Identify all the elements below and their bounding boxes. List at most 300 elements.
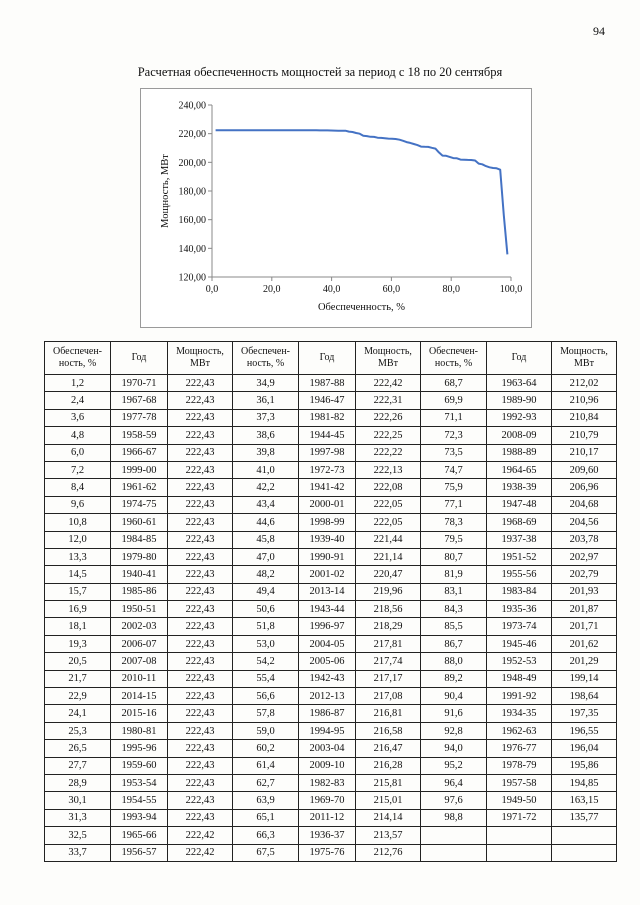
table-row — [45, 375, 617, 392]
table-cell: 1989-90 — [487, 392, 552, 409]
table-cell: 201,62 — [552, 635, 617, 652]
table-cell: 215,01 — [356, 792, 421, 809]
table-cell: 210,79 — [552, 427, 617, 444]
table-cell: 1994-95 — [299, 722, 356, 739]
table-cell: 222,43 — [168, 653, 233, 670]
table-cell: 51,8 — [233, 618, 299, 635]
table-row — [45, 496, 617, 513]
table-cell: 50,6 — [233, 601, 299, 618]
table-cell: 221,14 — [356, 548, 421, 565]
table-cell: 209,60 — [552, 461, 617, 478]
table-cell: 1998-99 — [299, 514, 356, 531]
table-cell: 65,1 — [233, 809, 299, 826]
table-cell: 54,2 — [233, 653, 299, 670]
table-cell: 43,4 — [233, 496, 299, 513]
table-cell: 210,96 — [552, 392, 617, 409]
table-cell: 1980-81 — [111, 722, 168, 739]
table-header-cell: Мощность, МВт — [356, 342, 421, 375]
table-cell: 1960-61 — [111, 514, 168, 531]
table-cell: 1968-69 — [487, 514, 552, 531]
table-header-cell: Обеспечен-ность, % — [233, 342, 299, 375]
table-cell: 1977-78 — [111, 409, 168, 426]
table-row — [45, 757, 617, 774]
table-cell: 2005-06 — [299, 653, 356, 670]
table-cell: 222,22 — [356, 444, 421, 461]
table-cell: 13,3 — [45, 548, 111, 565]
table-cell: 222,43 — [168, 531, 233, 548]
table-cell: 1961-62 — [111, 479, 168, 496]
table-cell: 1,2 — [45, 375, 111, 392]
table-cell: 61,4 — [233, 757, 299, 774]
table-cell: 214,14 — [356, 809, 421, 826]
table-cell: 31,3 — [45, 809, 111, 826]
table-header-cell: Обеспечен-ность, % — [45, 342, 111, 375]
table-cell: 1985-86 — [111, 583, 168, 600]
table-cell: 20,5 — [45, 653, 111, 670]
table-cell: 217,17 — [356, 670, 421, 687]
table-cell: 201,87 — [552, 601, 617, 618]
table-cell: 6,0 — [45, 444, 111, 461]
table-cell: 88,0 — [421, 653, 487, 670]
table-cell: 1934-35 — [487, 705, 552, 722]
table-cell: 94,0 — [421, 740, 487, 757]
table-cell: 2000-01 — [299, 496, 356, 513]
table-cell: 199,14 — [552, 670, 617, 687]
table-cell: 222,43 — [168, 688, 233, 705]
table-cell: 2009-10 — [299, 757, 356, 774]
table-cell: 1941-42 — [299, 479, 356, 496]
table-cell: 1955-56 — [487, 566, 552, 583]
table-cell: 1958-59 — [111, 427, 168, 444]
table-row — [45, 635, 617, 652]
table-cell: 201,93 — [552, 583, 617, 600]
table-cell: 1944-45 — [299, 427, 356, 444]
table-cell: 222,43 — [168, 479, 233, 496]
table-cell: 14,5 — [45, 566, 111, 583]
table-row — [45, 427, 617, 444]
table-cell: 216,81 — [356, 705, 421, 722]
table-cell: 1988-89 — [487, 444, 552, 461]
table-cell: 7,2 — [45, 461, 111, 478]
table-header-cell: Мощность, МВт — [168, 342, 233, 375]
table-row — [45, 670, 617, 687]
table-cell: 222,43 — [168, 548, 233, 565]
table-cell: 222,43 — [168, 809, 233, 826]
table-cell: 1943-44 — [299, 601, 356, 618]
table-cell: 222,42 — [356, 375, 421, 392]
series-line — [216, 130, 508, 254]
x-tick-label: 100,0 — [499, 284, 523, 295]
table-cell: 1940-41 — [111, 566, 168, 583]
table-cell: 1951-52 — [487, 548, 552, 565]
table-cell: 202,97 — [552, 548, 617, 565]
table-cell: 222,42 — [168, 844, 233, 861]
table-cell: 222,43 — [168, 792, 233, 809]
table-cell: 1970-71 — [111, 375, 168, 392]
table-cell — [487, 844, 552, 861]
table-cell: 222,43 — [168, 566, 233, 583]
table-cell — [552, 827, 617, 844]
table-cell: 41,0 — [233, 461, 299, 478]
x-axis-label: Обеспеченность, % — [317, 302, 406, 313]
table-cell: 218,29 — [356, 618, 421, 635]
table-header-cell: Год — [299, 342, 356, 375]
table-cell: 73,5 — [421, 444, 487, 461]
table-cell: 59,0 — [233, 722, 299, 739]
table-cell: 60,2 — [233, 740, 299, 757]
table-cell: 92,8 — [421, 722, 487, 739]
table-cell: 222,26 — [356, 409, 421, 426]
table-cell: 1999-00 — [111, 461, 168, 478]
y-tick-label: 180,00 — [178, 186, 206, 198]
table-cell: 85,5 — [421, 618, 487, 635]
table-row — [45, 844, 617, 861]
table-cell: 196,04 — [552, 740, 617, 757]
table-row — [45, 618, 617, 635]
table-cell: 213,57 — [356, 827, 421, 844]
table-cell: 3,6 — [45, 409, 111, 426]
table-cell: 80,7 — [421, 548, 487, 565]
table-cell: 222,25 — [356, 427, 421, 444]
x-tick-label: 80,0 — [442, 284, 460, 295]
table-cell: 1959-60 — [111, 757, 168, 774]
table-header-row — [45, 342, 617, 375]
table-row — [45, 583, 617, 600]
table-cell: 1971-72 — [487, 809, 552, 826]
table-cell: 1995-96 — [111, 740, 168, 757]
table-cell: 1975-76 — [299, 844, 356, 861]
table-cell: 2014-15 — [111, 688, 168, 705]
table-cell: 75,9 — [421, 479, 487, 496]
chart-svg — [141, 89, 533, 329]
table-cell: 222,13 — [356, 461, 421, 478]
table-cell: 1990-91 — [299, 548, 356, 565]
table-row — [45, 409, 617, 426]
table-cell: 2013-14 — [299, 583, 356, 600]
table-cell: 222,43 — [168, 583, 233, 600]
table-cell: 212,76 — [356, 844, 421, 861]
table-cell: 222,42 — [168, 827, 233, 844]
table-cell: 55,4 — [233, 670, 299, 687]
table-cell: 1964-65 — [487, 461, 552, 478]
table-cell: 1965-66 — [111, 827, 168, 844]
table-cell: 202,79 — [552, 566, 617, 583]
table-cell: 1946-47 — [299, 392, 356, 409]
table-cell: 197,35 — [552, 705, 617, 722]
table-cell: 1949-50 — [487, 792, 552, 809]
y-tick-label: 220,00 — [178, 129, 206, 141]
table-cell: 219,96 — [356, 583, 421, 600]
table-cell: 198,64 — [552, 688, 617, 705]
table-cell: 19,3 — [45, 635, 111, 652]
table-cell: 1966-67 — [111, 444, 168, 461]
table-cell: 222,43 — [168, 635, 233, 652]
table-cell: 72,3 — [421, 427, 487, 444]
table-cell: 1992-93 — [487, 409, 552, 426]
table-row — [45, 531, 617, 548]
table-cell: 37,3 — [233, 409, 299, 426]
table-cell: 163,15 — [552, 792, 617, 809]
table-cell: 74,7 — [421, 461, 487, 478]
table-cell: 196,55 — [552, 722, 617, 739]
table-cell: 48,2 — [233, 566, 299, 583]
table-cell: 47,0 — [233, 548, 299, 565]
table-cell: 222,43 — [168, 618, 233, 635]
table-cell: 1953-54 — [111, 774, 168, 791]
table-cell: 25,3 — [45, 722, 111, 739]
table-cell: 26,5 — [45, 740, 111, 757]
table-cell: 1948-49 — [487, 670, 552, 687]
x-tick-label: 60,0 — [382, 284, 401, 295]
x-tick-label: 40,0 — [322, 284, 341, 295]
table-cell: 206,96 — [552, 479, 617, 496]
table-cell: 204,56 — [552, 514, 617, 531]
table-cell: 2011-12 — [299, 809, 356, 826]
table-cell: 210,84 — [552, 409, 617, 426]
table-cell: 1939-40 — [299, 531, 356, 548]
table-cell: 1956-57 — [111, 844, 168, 861]
table-body — [45, 375, 617, 862]
table-cell: 96,4 — [421, 774, 487, 791]
data-table — [44, 341, 617, 862]
table-cell: 222,08 — [356, 479, 421, 496]
table-cell: 86,7 — [421, 635, 487, 652]
table-cell: 222,43 — [168, 496, 233, 513]
table-cell: 38,6 — [233, 427, 299, 444]
table-cell: 222,43 — [168, 514, 233, 531]
table-cell: 135,77 — [552, 809, 617, 826]
table-cell: 91,6 — [421, 705, 487, 722]
table-cell: 1947-48 — [487, 496, 552, 513]
table-cell: 1962-63 — [487, 722, 552, 739]
table-cell: 203,78 — [552, 531, 617, 548]
table-cell: 222,43 — [168, 740, 233, 757]
table-row — [45, 722, 617, 739]
table-cell: 27,7 — [45, 757, 111, 774]
table-cell: 1982-83 — [299, 774, 356, 791]
table-cell: 201,71 — [552, 618, 617, 635]
chart-title: Расчетная обеспеченность мощностей за период с 18 по 20 сентября — [137, 65, 503, 79]
table-cell: 1969-70 — [299, 792, 356, 809]
table-cell: 2004-05 — [299, 635, 356, 652]
table-cell: 215,81 — [356, 774, 421, 791]
table-cell: 1991-92 — [487, 688, 552, 705]
table-cell: 8,4 — [45, 479, 111, 496]
table-row — [45, 705, 617, 722]
table-row — [45, 740, 617, 757]
table-cell: 21,7 — [45, 670, 111, 687]
table-row — [45, 461, 617, 478]
table-cell — [487, 827, 552, 844]
table-cell: 217,08 — [356, 688, 421, 705]
table-cell: 1981-82 — [299, 409, 356, 426]
table-cell: 222,43 — [168, 392, 233, 409]
table-cell: 1997-98 — [299, 444, 356, 461]
y-tick-label: 140,00 — [178, 243, 206, 255]
table-cell: 1938-39 — [487, 479, 552, 496]
table-cell: 57,8 — [233, 705, 299, 722]
table-cell: 1957-58 — [487, 774, 552, 791]
table-cell: 210,17 — [552, 444, 617, 461]
table-cell: 222,05 — [356, 496, 421, 513]
table-cell: 212,02 — [552, 375, 617, 392]
table-cell: 24,1 — [45, 705, 111, 722]
table-row — [45, 827, 617, 844]
table-cell: 28,9 — [45, 774, 111, 791]
table-cell: 1979-80 — [111, 548, 168, 565]
table-cell: 1987-88 — [299, 375, 356, 392]
table-cell: 2007-08 — [111, 653, 168, 670]
table-cell: 39,8 — [233, 444, 299, 461]
table-cell: 1935-36 — [487, 601, 552, 618]
table-cell: 62,7 — [233, 774, 299, 791]
table-row — [45, 688, 617, 705]
x-tick-label: 20,0 — [263, 284, 281, 295]
table-cell: 222,43 — [168, 427, 233, 444]
table-cell: 1974-75 — [111, 496, 168, 513]
table-cell — [552, 844, 617, 861]
table-row — [45, 809, 617, 826]
table-cell: 69,9 — [421, 392, 487, 409]
table-cell: 49,4 — [233, 583, 299, 600]
table-cell: 77,1 — [421, 496, 487, 513]
table-cell: 89,2 — [421, 670, 487, 687]
table-row — [45, 514, 617, 531]
table-cell: 56,6 — [233, 688, 299, 705]
table-row — [45, 444, 617, 461]
table-cell: 33,7 — [45, 844, 111, 861]
table-cell: 204,68 — [552, 496, 617, 513]
table-cell: 217,74 — [356, 653, 421, 670]
table-row — [45, 566, 617, 583]
table-cell: 22,9 — [45, 688, 111, 705]
table-cell: 2001-02 — [299, 566, 356, 583]
table-cell: 10,8 — [45, 514, 111, 531]
table-cell: 1952-53 — [487, 653, 552, 670]
table-cell: 1984-85 — [111, 531, 168, 548]
table-header-cell: Мощность, МВт — [552, 342, 617, 375]
table-cell: 1963-64 — [487, 375, 552, 392]
table-cell: 44,6 — [233, 514, 299, 531]
table-cell: 81,9 — [421, 566, 487, 583]
table-cell: 222,43 — [168, 409, 233, 426]
table-cell: 216,58 — [356, 722, 421, 739]
table-row — [45, 479, 617, 496]
table-row — [45, 774, 617, 791]
table-cell: 1976-77 — [487, 740, 552, 757]
table-cell: 79,5 — [421, 531, 487, 548]
table-cell: 216,28 — [356, 757, 421, 774]
table-cell: 1937-38 — [487, 531, 552, 548]
table-cell: 97,6 — [421, 792, 487, 809]
table-cell: 221,44 — [356, 531, 421, 548]
table-cell: 1936-37 — [299, 827, 356, 844]
table-cell: 216,47 — [356, 740, 421, 757]
table-cell: 1978-79 — [487, 757, 552, 774]
table-cell: 90,4 — [421, 688, 487, 705]
y-tick-label: 200,00 — [178, 157, 206, 169]
table-cell: 78,3 — [421, 514, 487, 531]
y-tick-label: 240,00 — [178, 100, 206, 112]
y-axis-label: Мощность, МВт — [160, 154, 171, 228]
table-cell: 18,1 — [45, 618, 111, 635]
table-row — [45, 653, 617, 670]
table-cell: 222,43 — [168, 705, 233, 722]
table-cell: 1950-51 — [111, 601, 168, 618]
table-row — [45, 548, 617, 565]
table-cell: 222,43 — [168, 757, 233, 774]
table-cell: 63,9 — [233, 792, 299, 809]
table-cell: 84,3 — [421, 601, 487, 618]
table-cell: 2002-03 — [111, 618, 168, 635]
table-cell: 1972-73 — [299, 461, 356, 478]
table-cell: 16,9 — [45, 601, 111, 618]
table-header-cell: Год — [111, 342, 168, 375]
table-cell: 66,3 — [233, 827, 299, 844]
table-cell: 67,5 — [233, 844, 299, 861]
table-cell: 2006-07 — [111, 635, 168, 652]
table-cell: 32,5 — [45, 827, 111, 844]
table-cell: 68,7 — [421, 375, 487, 392]
table-cell: 1986-87 — [299, 705, 356, 722]
table-cell: 36,1 — [233, 392, 299, 409]
table-cell: 71,1 — [421, 409, 487, 426]
table-cell: 1996-97 — [299, 618, 356, 635]
table-cell: 95,2 — [421, 757, 487, 774]
y-tick-label: 160,00 — [178, 215, 206, 227]
table-cell: 2,4 — [45, 392, 111, 409]
table-cell: 222,05 — [356, 514, 421, 531]
table-cell: 222,43 — [168, 722, 233, 739]
table-row — [45, 792, 617, 809]
table-cell: 53,0 — [233, 635, 299, 652]
table-cell: 222,43 — [168, 774, 233, 791]
table-cell: 222,43 — [168, 444, 233, 461]
table-cell: 218,56 — [356, 601, 421, 618]
table-cell: 83,1 — [421, 583, 487, 600]
table-cell: 12,0 — [45, 531, 111, 548]
table-cell: 194,85 — [552, 774, 617, 791]
table-cell: 1945-46 — [487, 635, 552, 652]
table-cell: 42,2 — [233, 479, 299, 496]
table-cell: 1973-74 — [487, 618, 552, 635]
table-header-cell: Год — [487, 342, 552, 375]
table-cell: 45,8 — [233, 531, 299, 548]
table-cell: 30,1 — [45, 792, 111, 809]
y-tick-label: 120,00 — [178, 272, 206, 284]
table-cell: 1983-84 — [487, 583, 552, 600]
table-cell: 222,43 — [168, 461, 233, 478]
table-cell: 1993-94 — [111, 809, 168, 826]
table-cell: 1967-68 — [111, 392, 168, 409]
table-cell — [421, 827, 487, 844]
table-cell: 15,7 — [45, 583, 111, 600]
page-number: 94 — [593, 24, 605, 38]
table-row — [45, 601, 617, 618]
x-tick-label: 0,0 — [205, 284, 219, 295]
table-cell: 2008-09 — [487, 427, 552, 444]
table-cell — [421, 844, 487, 861]
table-cell: 1954-55 — [111, 792, 168, 809]
table-cell: 222,43 — [168, 601, 233, 618]
table-cell: 2012-13 — [299, 688, 356, 705]
table-cell: 222,43 — [168, 375, 233, 392]
table-cell: 222,43 — [168, 670, 233, 687]
table-cell: 1942-43 — [299, 670, 356, 687]
table-cell: 222,31 — [356, 392, 421, 409]
table-header-cell: Обеспечен-ность, % — [421, 342, 487, 375]
chart-frame — [140, 88, 532, 328]
